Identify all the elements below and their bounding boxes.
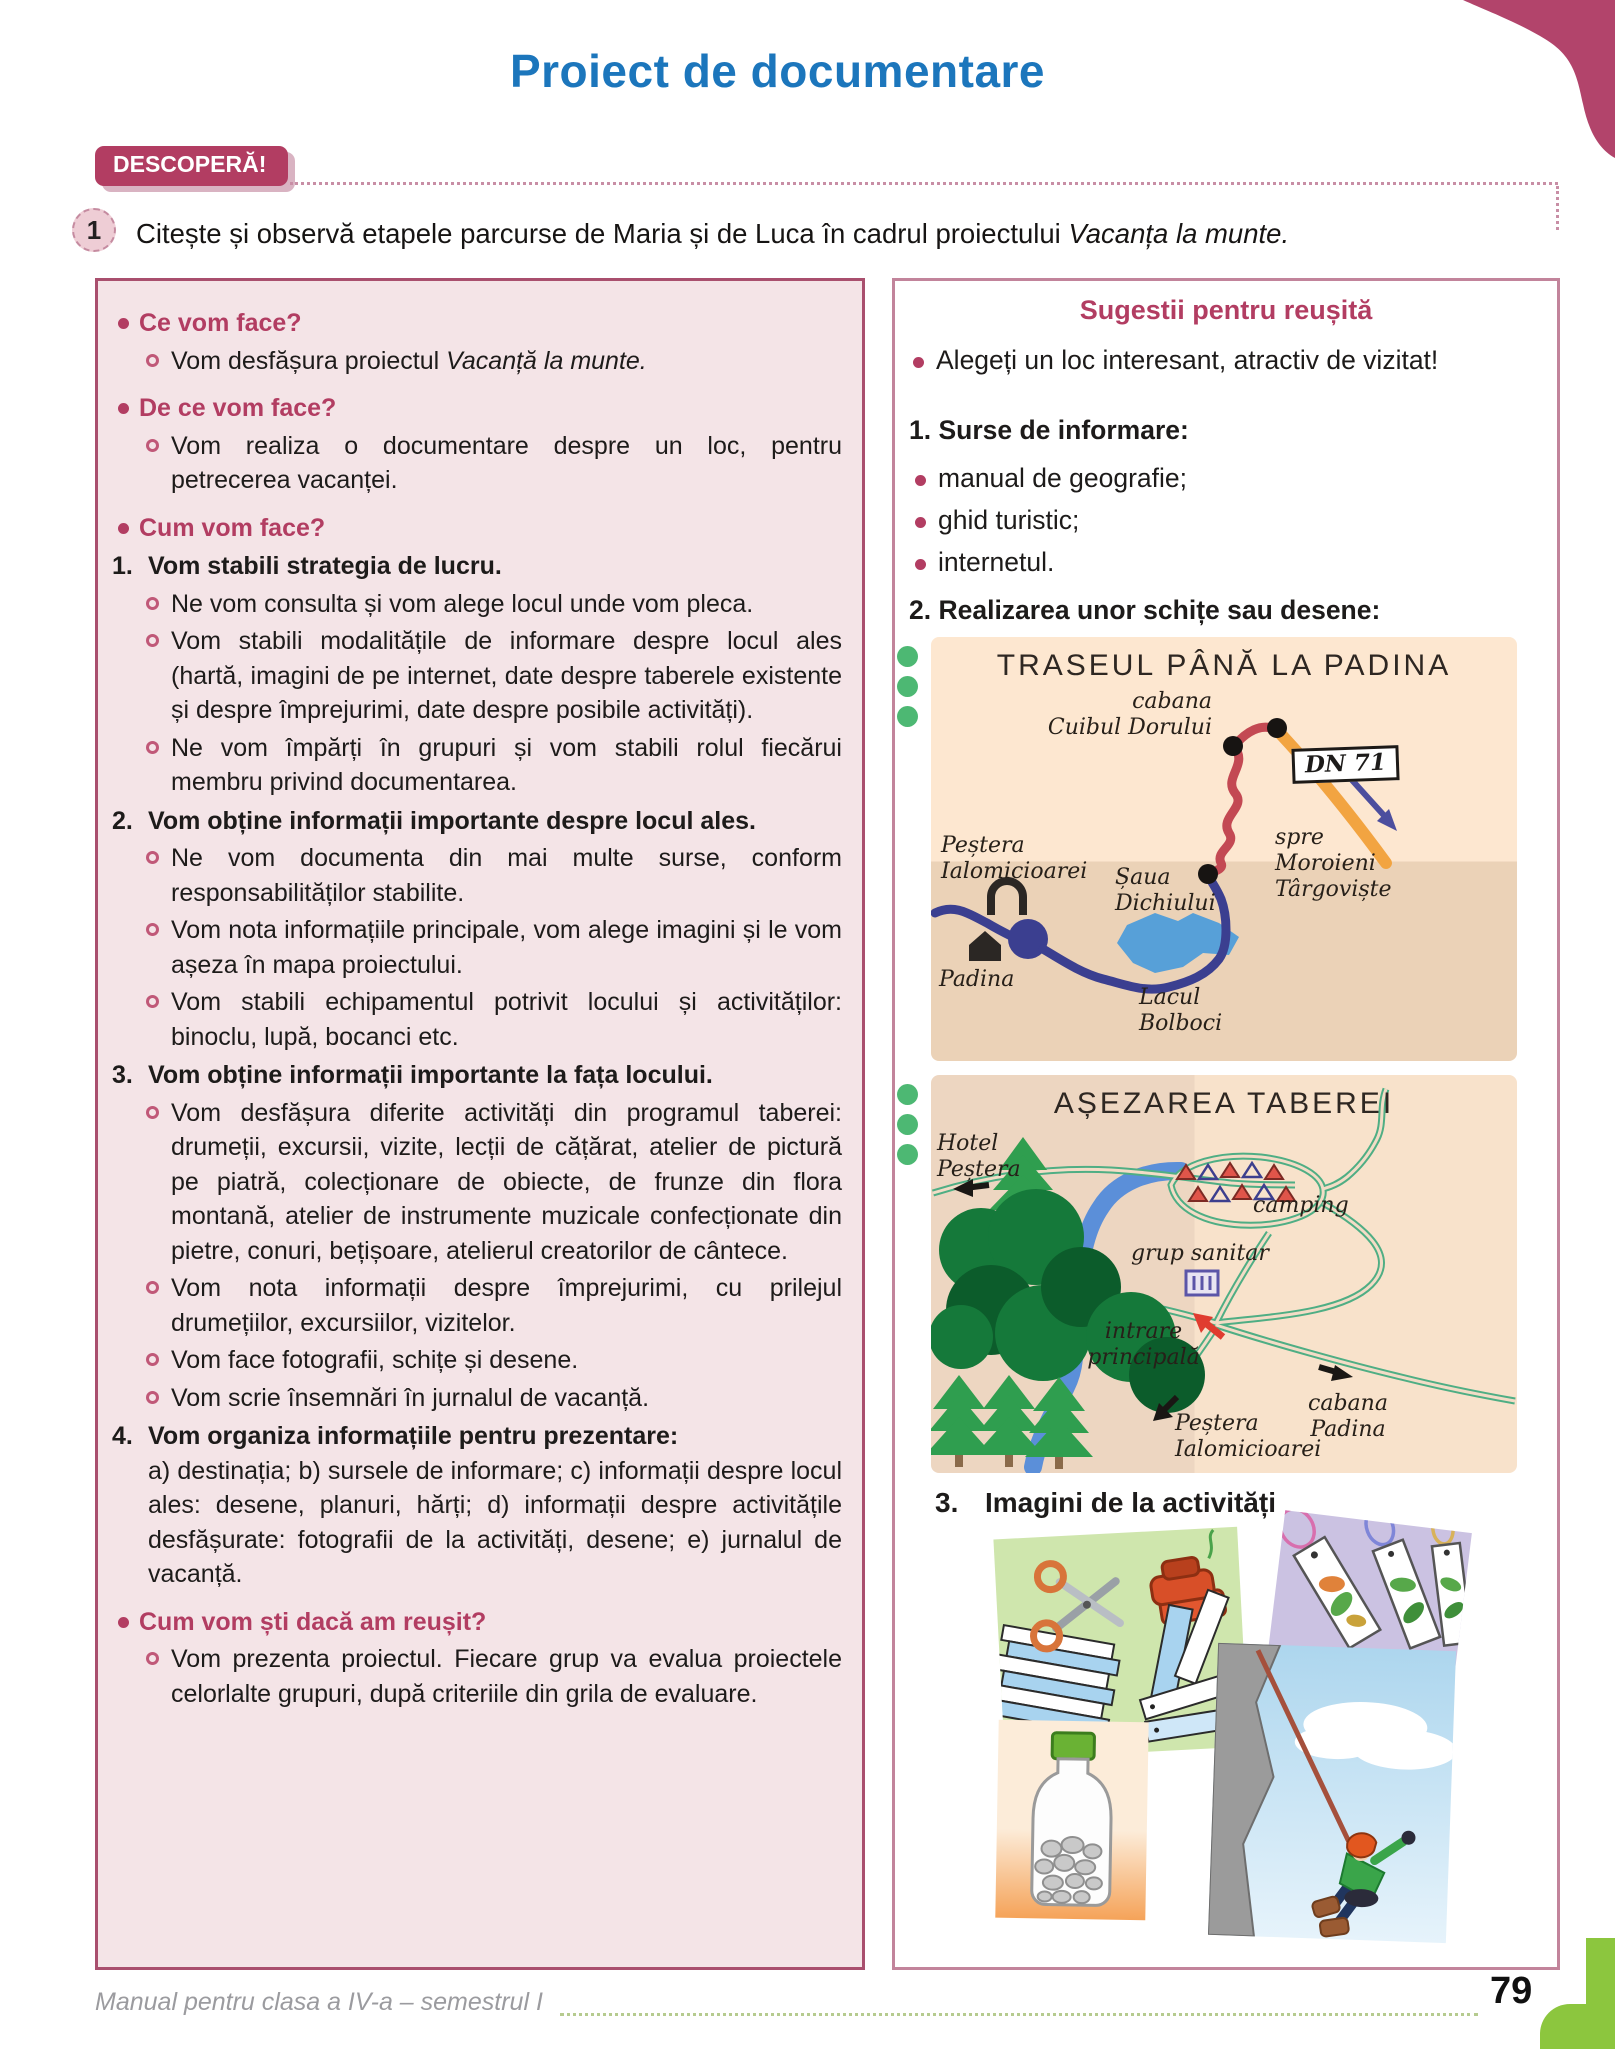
bullet-icon <box>915 475 926 486</box>
exercise-instruction <box>136 218 1289 250</box>
label-lacul-bolboci: Lacul Bolboci <box>1139 985 1223 1036</box>
bullet-icon <box>118 318 129 329</box>
circle-bullet-icon <box>146 851 159 864</box>
footer-dotted-line <box>560 2013 1478 2016</box>
cliff-shape <box>1208 1643 1280 1937</box>
numbered-step: 3. Vom obține informații importante la fața locului. <box>112 1061 713 1089</box>
list-item: Vom face fotografii, schițe și desene. <box>112 1343 842 1378</box>
green-dot-icon <box>897 1144 918 1165</box>
green-dot-icon <box>897 1084 918 1105</box>
climbing-photo <box>1208 1643 1456 1943</box>
instruction-text: Citește și observă etapele parcurse de Maria și de Luca în cadrul proiectului <box>136 218 1069 249</box>
bookmark-icon <box>1272 1510 1380 1648</box>
question-heading: Cum vom ști dacă am reușit? <box>112 1605 842 1640</box>
cave-icon <box>991 881 1023 915</box>
circle-bullet-icon <box>146 1353 159 1366</box>
red-route <box>1209 727 1277 874</box>
pebble-bottle-icon <box>1032 1732 1113 1905</box>
numbered-step: 4. Vom organiza informațiile pentru prezentare: a) destinația; b) sursele de informare; c) informații despre locul ales: desene, planuri, hărți; d) informații despre activitățile desfășurate: fotografii de la activități, desene; e) jurnalul de vacanță. <box>112 1422 842 1588</box>
list-item: Vom stabili echipamentul potrivit locului și activităților: binoclu, lupă, bocanci etc. <box>112 985 842 1054</box>
question-heading: Ce vom face? <box>112 306 842 341</box>
list-item: Vom stabili modalitățile de informare despre locul ales (hartă, imagini de pe internet, date despre taberele existente și despre împrejurimi, date despre posibile activități). <box>112 624 842 728</box>
label-cabana-padina: cabana Padina <box>1308 1391 1388 1442</box>
label-pestera-ialomicioarei: Peștera Ialomicioarei <box>1175 1411 1322 1462</box>
list-item: Vom nota informațiile principale, vom alege imagini și le vom așeza în mapa proiectului. <box>112 913 842 982</box>
thread-icon <box>1207 1530 1214 1558</box>
label-spre-moroieni: spre Moroieni Târgoviște <box>1275 825 1392 902</box>
road-sign-dn71: DN 71 <box>1291 745 1399 784</box>
numbered-step: 2. Vom obține informații importante despre locul ales. <box>112 806 756 835</box>
page-corner-tab <box>1540 2004 1615 2049</box>
circle-bullet-icon <box>146 741 159 754</box>
list-item: Vom nota informații despre împrejurimi, cu prilejul drumețiilor, excursiilor, vizitelor. <box>112 1271 842 1340</box>
source-item: manual de geografie; <box>915 463 1187 494</box>
instruction-project-title: Vacanța la munte. <box>1068 218 1290 249</box>
suggestions-panel <box>892 278 1560 1970</box>
project-steps-panel <box>95 278 865 1970</box>
green-dots-decoration <box>897 646 919 736</box>
label-hotel-pestera: Hotel Peștera <box>937 1131 1021 1182</box>
label-grup-sanitar: grup sanitar <box>1131 1241 1269 1266</box>
source-item: internetul. <box>915 547 1054 578</box>
activities-heading: 3. Imagini de la activități <box>935 1487 1276 1518</box>
bullet-icon <box>118 523 129 534</box>
label-padina: Padina <box>939 967 1015 992</box>
exercise-number-badge: 1 <box>72 208 116 252</box>
wc-icon <box>1186 1271 1218 1295</box>
green-dots-decoration <box>897 1084 919 1174</box>
green-dot-icon <box>897 646 918 667</box>
bullet-icon <box>118 1617 129 1628</box>
map-title: TRASEUL PÂNĂ LA PADINA <box>996 649 1452 682</box>
circle-bullet-icon <box>146 923 159 936</box>
suggestions-title: Sugestii pentru reușită <box>1079 295 1373 325</box>
page-number: 79 <box>1490 1970 1533 2012</box>
bullet-icon <box>913 357 924 368</box>
list-item: Ne vom documenta din mai multe surse, conform responsabilităților stabilite. <box>112 841 842 910</box>
map-title: AȘEZAREA TABEREI <box>1053 1087 1395 1120</box>
list-item: Vom desfășura diferite activități din programul taberei: drumeții, excursii, vizite, lecții de cățărat, atelier de pictură pe piatră, colecționare de obiecte, de frunze din flora montană, atelier de instrumente muzicale confecționate din pietre, conuri, bețișoare, atelierul creatorilor de cântece. <box>112 1096 842 1269</box>
dotted-divider <box>290 182 1558 185</box>
list-item: Vom scrie însemnări în jurnalul de vacanță. <box>112 1381 842 1416</box>
circle-bullet-icon <box>146 1106 159 1119</box>
label-saua-dichiului: Șaua Dichiului <box>1115 865 1216 916</box>
circle-bullet-icon <box>146 1652 159 1665</box>
book-title-footer: Manual pentru clasa a IV-a – semestrul I <box>95 1988 543 2016</box>
page-title: Proiect de documentare <box>509 45 1046 97</box>
circle-bullet-icon <box>146 1391 159 1404</box>
green-dot-icon <box>897 1114 918 1135</box>
circle-bullet-icon <box>146 1281 159 1294</box>
circle-bullet-icon <box>146 439 159 452</box>
tip-item: Alegeți un loc interesant, atractiv de vizitat! <box>913 345 1543 376</box>
green-dot-icon <box>897 706 918 727</box>
discover-badge: DESCOPERĂ! <box>95 146 288 186</box>
bullet-icon <box>915 517 926 528</box>
numbered-step: 1. Vom stabili strategia de lucru. <box>112 552 502 580</box>
sources-heading: 1. Surse de informare: <box>909 415 1189 445</box>
list-item: Vom prezenta proiectul. Fiecare grup va evalua proiectele celorlalte grupuri, după criteriile din grila de evaluare. <box>112 1642 842 1711</box>
sketches-heading: 2. Realizarea unor schițe sau desene: <box>909 595 1381 625</box>
waypoint-cabana <box>1223 736 1243 756</box>
source-item: ghid turistic; <box>915 505 1079 536</box>
route-map-sketch <box>931 637 1517 1061</box>
hut-icon <box>969 931 1001 961</box>
label-intrare-principala: intrare principală <box>1087 1319 1200 1370</box>
green-dot-icon <box>897 676 918 697</box>
list-item: Ne vom consulta și vom alege locul unde vom pleca. <box>112 587 842 622</box>
label-cabana-cuibul: cabana Cuibul Dorului <box>1047 689 1212 740</box>
list-item: Vom realiza o documentare despre un loc, pentru petrecerea vacanței. <box>112 429 842 498</box>
label-camping: camping <box>1253 1193 1349 1218</box>
navy-route-west <box>935 909 1013 937</box>
bottle-photo <box>995 1720 1148 1921</box>
circle-bullet-icon <box>146 354 159 367</box>
bullet-icon <box>118 403 129 414</box>
climber-figure <box>1310 1827 1416 1940</box>
circle-bullet-icon <box>146 634 159 647</box>
label-pestera-ialomicioarei: Peștera Ialomicioarei <box>941 833 1088 884</box>
camp-map-sketch <box>931 1075 1517 1473</box>
list-item: Ne vom împărți în grupuri și vom stabili rolul fiecărui membru privind documentarea. <box>112 731 842 800</box>
waypoint-dn71 <box>1267 718 1287 738</box>
circle-bullet-icon <box>146 597 159 610</box>
question-heading: De ce vom face? <box>112 391 842 426</box>
dotted-divider-corner <box>1556 186 1559 230</box>
bullet-icon <box>915 559 926 570</box>
cloud-icon <box>1294 1700 1456 1772</box>
list-item: Vom desfășura proiectul Vacanță la munte. <box>112 344 842 379</box>
question-heading: Cum vom face? <box>112 511 842 546</box>
circle-bullet-icon <box>146 995 159 1008</box>
